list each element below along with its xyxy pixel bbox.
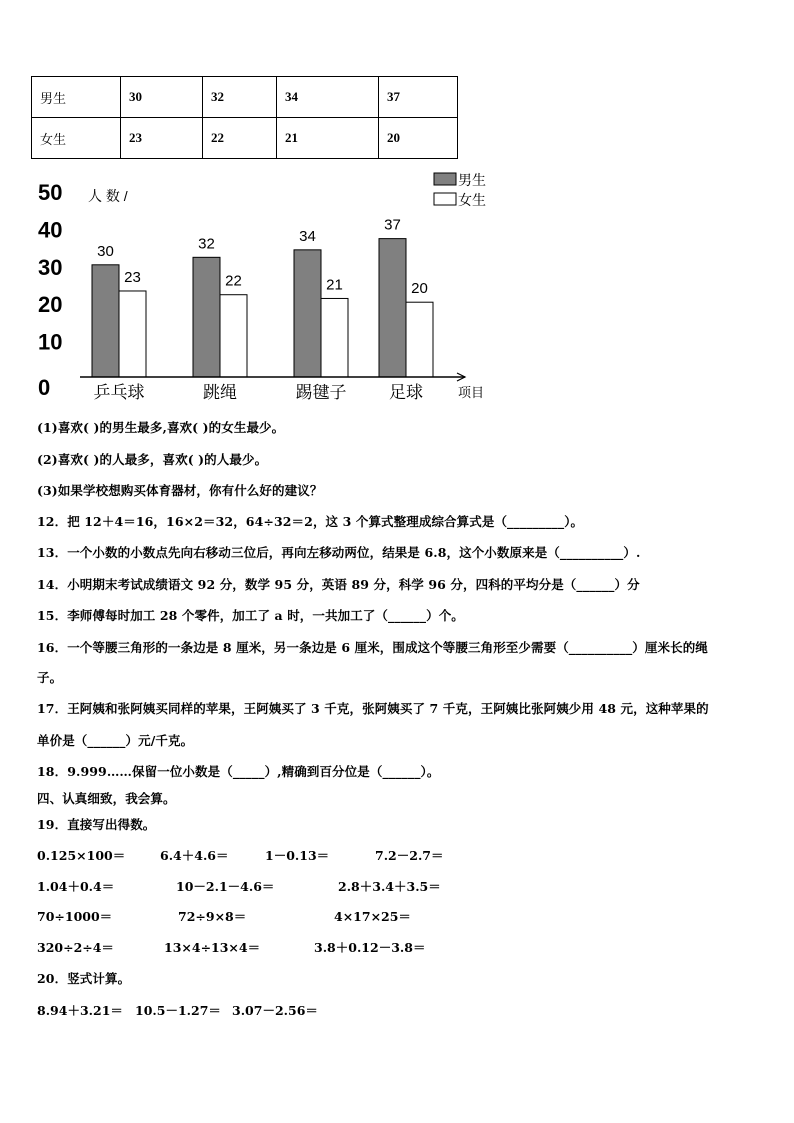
bar-男生: [379, 239, 406, 377]
question-line: (1)喜欢( )的男生最多,喜欢( )的女生最少。: [37, 420, 285, 435]
question-line: 16．一个等腰三角形的一条边是 8 厘米，另一条边是 6 厘米，围成这个等腰三角形至少需要（__________）厘米长的绳: [37, 640, 708, 655]
data-label: 22: [225, 272, 242, 290]
question-line: 12．把 12＋4＝16，16×2＝32，64÷32＝2，这 3 个算式整理成综合算式是（_________）。: [37, 514, 584, 529]
question-line: 18．9.999……保留一位小数是（_____）,精确到百分位是（______）。: [37, 764, 440, 779]
question-line: 单价是（______）元/千克。: [37, 733, 194, 748]
question-line: 17．王阿姨和张阿姨买同样的苹果，王阿姨买了 3 千克，张阿姨买了 7 千克，王阿姨比张阿姨少用 48 元，这种苹果的: [37, 701, 709, 716]
bar-chart: [0, 0, 794, 420]
calc-item: 6.4＋4.6＝: [160, 848, 229, 863]
question-line: 19．直接写出得数。: [37, 817, 156, 832]
data-label: 23: [124, 268, 141, 286]
y-tick-label: 10: [38, 329, 63, 355]
calc-item: 1－0.13＝: [265, 848, 330, 863]
y-axis-label: 人 数 /: [88, 188, 128, 204]
legend-swatch: [434, 173, 456, 185]
legend-label: 女生: [458, 192, 486, 208]
y-tick-label: 50: [38, 180, 63, 205]
y-tick-label: 30: [38, 254, 63, 280]
question-line: 子。: [37, 670, 63, 685]
calc-item: 13×4÷13×4＝: [164, 940, 261, 955]
table-cell: 23: [121, 118, 203, 159]
row-label: 男生: [32, 77, 121, 118]
x-axis-label: 项目: [458, 385, 485, 400]
section-heading: 四、认真细致，我会算。: [37, 791, 176, 806]
calc-item: 1.04＋0.4＝: [37, 879, 115, 894]
legend-label: 男生: [458, 172, 486, 188]
calc-item: 3.07－2.56＝: [232, 1003, 318, 1018]
question-line: 13．一个小数的小数点先向右移动三位后，再向左移动两位，结果是 6.8，这个小数原来是（__________）.: [37, 545, 641, 560]
table-cell: 22: [203, 118, 277, 159]
data-label: 37: [384, 216, 401, 234]
calc-item: 320÷2÷4＝: [37, 940, 114, 955]
x-tick-label: 踢毽子: [295, 383, 347, 402]
data-label: 30: [97, 242, 114, 260]
calc-item: 2.8＋3.4＋3.5＝: [338, 879, 441, 894]
bar-女生: [406, 302, 433, 377]
bar-女生: [119, 291, 146, 377]
table-cell: 32: [203, 77, 277, 118]
data-label: 34: [299, 227, 316, 245]
bar-女生: [321, 298, 348, 377]
x-tick-label: 跳绳: [203, 383, 237, 402]
calc-item: 0.125×100＝: [37, 848, 126, 863]
data-label: 32: [198, 235, 215, 253]
bar-男生: [92, 265, 119, 377]
data-label: 21: [326, 276, 343, 294]
calc-item: 10－2.1－4.6＝: [176, 879, 275, 894]
table-cell: 21: [277, 118, 379, 159]
calc-item: 72÷9×8＝: [178, 909, 247, 924]
question-line: (3)如果学校想购买体育器材，你有什么好的建议？: [37, 483, 323, 498]
table-cell: 34: [277, 77, 379, 118]
bar-女生: [220, 295, 247, 377]
calc-item: 8.94＋3.21＝: [37, 1003, 123, 1018]
question-line: (2)喜欢( )的人最多，喜欢( )的人最少。: [37, 452, 268, 467]
y-tick-label: 20: [38, 292, 63, 318]
calc-item: 3.8＋0.12－3.8＝: [314, 940, 426, 955]
section-heading: 20．竖式计算。: [37, 971, 131, 986]
bar-男生: [193, 257, 220, 377]
question-line: 14．小明期末考试成绩语文 92 分，数学 95 分，英语 89 分，科学 96 分，四科的平均分是（______）分: [37, 577, 640, 592]
calc-item: 10.5－1.27＝: [135, 1003, 221, 1018]
x-tick-label: 乒乓球: [93, 383, 145, 402]
calc-item: 70÷1000＝: [37, 909, 113, 924]
question-line: 15．李师傅每时加工 28 个零件，加工了 a 时，一共加工了（______）个。: [37, 608, 464, 623]
calc-item: 4×17×25＝: [334, 909, 411, 924]
y-tick-label: 40: [38, 217, 63, 243]
row-label: 女生: [32, 118, 121, 159]
data-label: 20: [411, 280, 428, 298]
x-tick-label: 足球: [389, 383, 423, 402]
y-tick-label: 0: [38, 375, 51, 400]
calc-item: 7.2－2.7＝: [375, 848, 444, 863]
table-cell: 37: [379, 77, 458, 118]
bar-男生: [294, 250, 321, 377]
table-cell: 20: [379, 118, 458, 159]
table-cell: 30: [121, 77, 203, 118]
legend-swatch: [434, 193, 456, 205]
